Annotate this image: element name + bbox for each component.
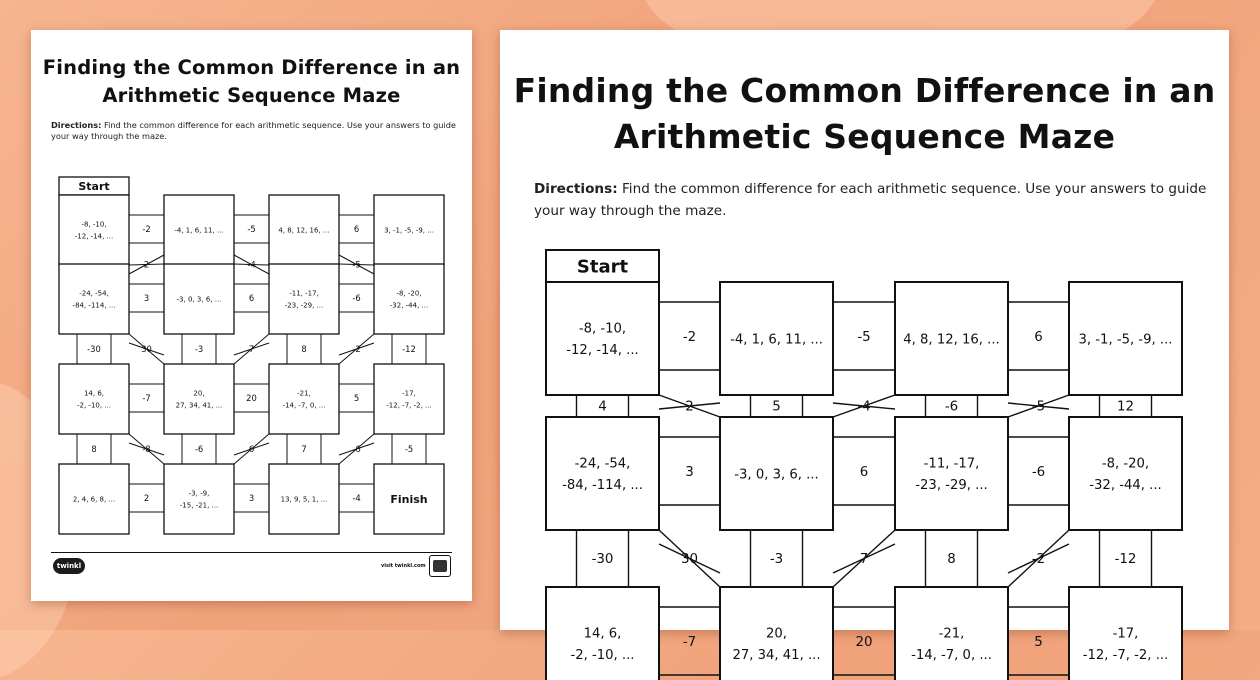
difference-label: -5 xyxy=(404,443,414,454)
difference-label: 12 xyxy=(1116,399,1135,415)
start-box xyxy=(546,250,659,282)
difference-label: 2 xyxy=(143,259,150,270)
maze-cell xyxy=(546,417,659,530)
sequence-text: -8, -10, xyxy=(81,220,107,229)
sequence-text: -14, -7, 0, ... xyxy=(282,401,326,410)
difference-label: 8 xyxy=(301,343,307,354)
maze-cell xyxy=(374,364,444,434)
difference-label: 5 xyxy=(353,393,360,403)
difference-label: 6 xyxy=(1034,330,1043,345)
maze-cell xyxy=(374,195,444,265)
difference-label: -2 xyxy=(142,224,151,234)
sequence-text: -12, -14, ... xyxy=(74,232,114,241)
difference-label: -6 xyxy=(194,443,204,454)
maze-cell xyxy=(895,282,1008,395)
maze-cell xyxy=(164,264,234,334)
sequence-text: 14, 6, xyxy=(583,626,622,642)
difference-label: 30 xyxy=(680,552,699,568)
maze-cell xyxy=(269,264,339,334)
difference-label: 7 xyxy=(248,343,255,354)
difference-label: -2 xyxy=(1031,552,1046,568)
maze-cell xyxy=(720,587,833,680)
footer-divider xyxy=(51,552,452,553)
quality-badge-icon xyxy=(429,555,451,577)
maze xyxy=(500,30,1229,664)
sequence-text: -3, 0, 3, 6, ... xyxy=(734,467,819,483)
sequence-text: -11, -17, xyxy=(289,289,319,298)
sequence-text: -24, -54, xyxy=(574,456,631,472)
sequence-text: -21, xyxy=(938,626,965,642)
maze-cell xyxy=(164,195,234,265)
difference-label: -2 xyxy=(682,330,697,345)
sequence-text: -3, -9, xyxy=(188,489,210,498)
difference-label: 4 xyxy=(598,399,607,415)
difference-label: -3 xyxy=(194,343,204,354)
directions: Directions: Find the common difference for each arithmetic sequence. Use your answers to guide your way through the maze. xyxy=(534,181,1207,219)
maze-cell xyxy=(895,587,1008,680)
difference-label: -2 xyxy=(352,343,361,354)
maze-cell xyxy=(895,417,1008,530)
sequence-text: -15, -21, ... xyxy=(179,501,219,510)
maze-cell xyxy=(374,464,444,534)
sequence-text: -8, -20, xyxy=(1101,456,1150,472)
sequence-text: -17, xyxy=(402,389,416,398)
maze-cell xyxy=(269,195,339,265)
difference-label: 8 xyxy=(91,443,97,454)
sequence-text: 13, 9, 5, 1, ... xyxy=(280,495,328,504)
difference-label: 8 xyxy=(947,552,956,568)
difference-label: 3 xyxy=(143,293,150,303)
worksheet-thumbnail xyxy=(31,30,472,601)
difference-label: -6 xyxy=(352,293,361,303)
start-label: Start xyxy=(78,179,110,193)
difference-label: 5 xyxy=(1034,635,1043,650)
difference-label: 7 xyxy=(301,443,307,454)
difference-label: -3 xyxy=(769,552,784,568)
maze-cell xyxy=(59,195,129,265)
difference-label: 20 xyxy=(246,393,257,403)
sequence-text: -24, -54, xyxy=(79,289,109,298)
start-label: Start xyxy=(576,256,629,278)
sequence-text: -32, -44, ... xyxy=(1089,478,1162,494)
maze xyxy=(31,30,472,601)
difference-label: -12 xyxy=(402,343,416,354)
sequence-text: 14, 6, xyxy=(83,389,105,398)
sequence-text: -2, -10, ... xyxy=(570,648,635,664)
maze-lines xyxy=(574,302,1152,680)
difference-label: 6 xyxy=(859,465,869,480)
sequence-text: -84, -114, ... xyxy=(562,478,643,494)
difference-label: 2 xyxy=(685,399,694,415)
sequence-text: -3, 0, 3, 6, ... xyxy=(176,295,222,304)
maze-cell xyxy=(59,264,129,334)
difference-label: -5 xyxy=(857,330,871,345)
sequence-text: 27, 34, 41, ... xyxy=(732,648,821,664)
maze-cell xyxy=(164,464,234,534)
difference-label: -5 xyxy=(1031,399,1046,415)
start-box xyxy=(59,177,129,195)
sequence-text: 3, -1, -5, -9, ... xyxy=(384,226,434,235)
difference-label: -4 xyxy=(247,259,256,270)
sequence-text: -8, -20, xyxy=(396,289,422,298)
sequence-text: 3, -1, -5, -9, ... xyxy=(1078,332,1173,348)
difference-label: -7 xyxy=(682,635,697,650)
difference-label: 7 xyxy=(859,552,869,568)
maze-cell xyxy=(1069,282,1182,395)
sequence-text: -12, -7, -2, ... xyxy=(386,401,432,410)
difference-label: -4 xyxy=(352,493,361,503)
sequence-text: 4, 8, 12, 16, ... xyxy=(278,226,330,235)
maze-cell xyxy=(1069,587,1182,680)
difference-label: -4 xyxy=(857,399,871,415)
worksheet-enlarged xyxy=(500,30,1229,664)
difference-label: -6 xyxy=(944,399,959,415)
difference-label: 5 xyxy=(772,399,781,415)
difference-label: -30 xyxy=(87,343,101,354)
difference-label: 6 xyxy=(353,224,360,234)
finish-label: Finish xyxy=(390,492,428,506)
difference-label: 6 xyxy=(248,293,255,303)
difference-label: -12 xyxy=(1114,552,1137,568)
difference-label: -6 xyxy=(1031,465,1046,480)
difference-label: 20 xyxy=(855,635,873,650)
difference-label: 3 xyxy=(248,493,255,503)
maze-cell xyxy=(720,417,833,530)
sequence-text: 2, 4, 6, 8, ... xyxy=(72,495,116,504)
difference-label: -6 xyxy=(352,443,361,454)
footer-url: visit twinkl.com xyxy=(381,563,426,569)
sequence-text: -8, -10, xyxy=(578,321,627,337)
sequence-text: -32, -44, ... xyxy=(389,301,429,310)
worksheet-title: Finding the Common Difference in an Arithmetic Sequence Maze xyxy=(513,71,1216,156)
maze-cell xyxy=(269,464,339,534)
maze-cell xyxy=(546,587,659,680)
sequence-text: -17, xyxy=(1112,626,1139,642)
sequence-text: 27, 34, 41, ... xyxy=(175,401,223,410)
difference-label: -8 xyxy=(142,443,151,454)
difference-label: 3 xyxy=(685,465,694,480)
difference-label: 30 xyxy=(141,343,152,354)
maze-cell xyxy=(59,364,129,434)
worksheet-title: Finding the Common Difference in an Arithmetic Sequence Maze xyxy=(42,56,461,107)
sequence-text: 20, xyxy=(193,389,205,398)
maze-cell xyxy=(164,364,234,434)
sequence-text: -23, -29, ... xyxy=(284,301,324,310)
sequence-text: -2, -10, ... xyxy=(77,401,111,410)
maze-cell xyxy=(269,364,339,434)
sequence-text: -84, -114, ... xyxy=(72,301,116,310)
difference-label: 6 xyxy=(248,443,255,454)
difference-label: 2 xyxy=(143,493,150,503)
sequence-text: -11, -17, xyxy=(923,456,980,472)
directions: Directions: Find the common difference for each arithmetic sequence. Use your answers to guide your way through the maze. xyxy=(51,120,456,141)
difference-label: -5 xyxy=(352,259,361,270)
sequence-text: 20, xyxy=(766,626,787,642)
sequence-text: -4, 1, 6, 11, ... xyxy=(174,226,224,235)
maze-cell xyxy=(546,282,659,395)
maze-cell xyxy=(1069,417,1182,530)
sequence-text: -23, -29, ... xyxy=(915,478,988,494)
sequence-text: -4, 1, 6, 11, ... xyxy=(730,332,823,348)
maze-cell xyxy=(59,464,129,534)
sequence-text: -21, xyxy=(297,389,311,398)
difference-label: -7 xyxy=(142,393,151,403)
maze-cell xyxy=(374,264,444,334)
difference-label: -5 xyxy=(247,224,256,234)
difference-label: -30 xyxy=(591,552,614,568)
sequence-text: -14, -7, 0, ... xyxy=(911,648,992,664)
maze-cell xyxy=(720,282,833,395)
twinkl-logo: twinkl xyxy=(53,558,85,574)
sequence-text: -12, -14, ... xyxy=(566,343,639,359)
sequence-text: 4, 8, 12, 16, ... xyxy=(903,332,1000,348)
sequence-text: -12, -7, -2, ... xyxy=(1082,648,1169,664)
